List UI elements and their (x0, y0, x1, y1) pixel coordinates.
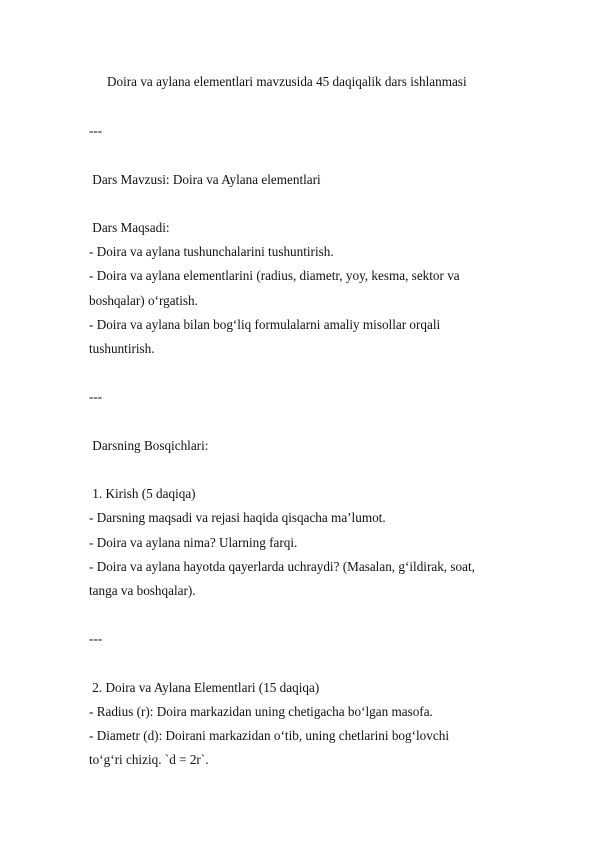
goal-item-continuation: boshqalar) o‘rgatish. (89, 293, 198, 308)
goal-item-continuation: tushuntirish. (89, 341, 155, 356)
stage-item: - Diametr (d): Doirani markazidan o‘tib, uning chetlarini bog‘lovchi (89, 728, 449, 743)
stages-heading: Darsning Bosqichlari: (89, 438, 209, 453)
stage-item: - Darsning maqsadi va rejasi haqida qisqacha ma’lumot. (89, 510, 386, 525)
stage-item-continuation: tanga va boshqalar). (89, 583, 196, 598)
stage-item: - Doira va aylana hayotda qayerlarda uchraydi? (Masalan, g‘ildirak, soat, (89, 559, 475, 574)
stage-item: - Radius (r): Doira markazidan uning chetigacha bo‘lgan masofa. (89, 704, 433, 719)
document-title: Doira va aylana elementlari mavzusida 45 daqiqalik dars ishlanmasi (107, 74, 467, 89)
lesson-topic: Dars Mavzusi: Doira va Aylana elementlari (89, 172, 321, 187)
section-divider: --- (89, 389, 103, 404)
stage-heading: 1. Kirish (5 daqiqa) (89, 486, 196, 501)
stage-heading: 2. Doira va Aylana Elementlari (15 daqiqa) (89, 680, 320, 695)
stage-item: - Doira va aylana nima? Ularning farqi. (89, 535, 298, 550)
section-divider: --- (89, 631, 103, 646)
stage-item-continuation: to‘g‘ri chiziq. `d = 2r`. (89, 752, 209, 767)
goal-item: - Doira va aylana tushunchalarini tushuntirish. (89, 244, 334, 259)
section-divider: --- (89, 123, 103, 138)
goal-item: - Doira va aylana bilan bog‘liq formulalarni amaliy misollar orqali (89, 317, 441, 332)
goals-heading: Dars Maqsadi: (89, 220, 170, 235)
goal-item: - Doira va aylana elementlarini (radius, diametr, yoy, kesma, sektor va (89, 268, 460, 283)
